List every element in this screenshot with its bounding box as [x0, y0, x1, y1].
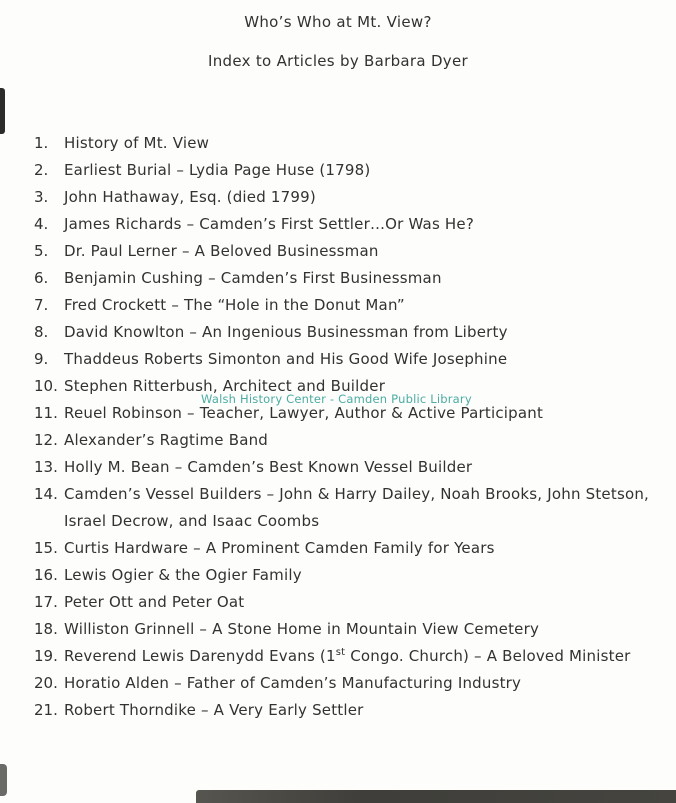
list-item: [34, 670, 666, 697]
item-text: Thaddeus Roberts Simonton and His Good Wife Josephine: [64, 350, 508, 368]
item-text: Benjamin Cushing – Camden’s First Businessman: [64, 269, 442, 287]
page-title: Who’s Who at Mt. View?: [244, 13, 432, 31]
item-number: 14.: [34, 485, 58, 503]
item-text: Dr. Paul Lerner – A Beloved Businessman: [64, 242, 379, 260]
item-number: 7.: [34, 296, 49, 314]
item-number: 9.: [34, 350, 49, 368]
list-item: [34, 481, 666, 535]
item-number: 1.: [34, 134, 49, 152]
list-item: [34, 211, 666, 238]
item-text: Stephen Ritterbush, Architect and Builder: [64, 377, 386, 395]
list-item: [34, 400, 666, 427]
item-number: 17.: [34, 593, 58, 611]
item-number: 4.: [34, 215, 49, 233]
item-text-pre: Reverend Lewis Darenydd Evans (1: [64, 647, 336, 665]
item-number: 13.: [34, 458, 58, 476]
item-number: 8.: [34, 323, 49, 341]
item-text: Earliest Burial – Lydia Page Huse (1798): [64, 161, 371, 179]
list-item: [34, 562, 666, 589]
item-number: 19.: [34, 647, 58, 665]
library-watermark: Walsh History Center - Camden Public Library: [201, 392, 472, 406]
item-text-superscript: st: [335, 647, 346, 658]
item-text: Curtis Hardware – A Prominent Camden Family for Years: [64, 539, 495, 557]
article-index-list: [34, 130, 666, 724]
list-item: [34, 589, 666, 616]
item-text: Reuel Robinson – Teacher, Lawyer, Author & Active Participant: [64, 404, 544, 422]
list-item: [34, 346, 666, 373]
list-item: [34, 454, 666, 481]
list-item: [34, 265, 666, 292]
list-item: [34, 697, 666, 724]
item-number: 16.: [34, 566, 58, 584]
scan-edge-artifact-bottom-left: [0, 764, 7, 796]
list-item: [34, 292, 666, 319]
list-item: [34, 157, 666, 184]
item-number: 11.: [34, 404, 58, 422]
item-number: 6.: [34, 269, 49, 287]
scan-edge-artifact-top-left: [0, 88, 5, 134]
item-text: David Knowlton – An Ingenious Businessman from Liberty: [64, 323, 508, 341]
item-number: 18.: [34, 620, 58, 638]
list-item: [34, 616, 666, 643]
item-text-line1: Camden’s Vessel Builders – John & Harry Dailey, Noah Brooks, John Stetson,: [64, 485, 650, 503]
list-item: [34, 373, 666, 400]
list-item: [34, 130, 666, 157]
scan-edge-bar-bottom: [196, 790, 676, 803]
item-number: 10.: [34, 377, 58, 395]
item-text: [64, 481, 666, 535]
list-item: [34, 535, 666, 562]
item-text: Lewis Ogier & the Ogier Family: [64, 566, 302, 584]
list-item: [34, 643, 666, 670]
item-number: 3.: [34, 188, 49, 206]
item-text: Fred Crockett – The “Hole in the Donut Man”: [64, 296, 405, 314]
item-text: Williston Grinnell – A Stone Home in Mountain View Cemetery: [64, 620, 540, 638]
item-text: Peter Ott and Peter Oat: [64, 593, 245, 611]
list-item: [34, 427, 666, 454]
item-text: James Richards – Camden’s First Settler…Or Was He?: [64, 215, 475, 233]
list-item: [34, 238, 666, 265]
item-text-line2: Israel Decrow, and Isaac Coombs: [64, 512, 320, 530]
list-item: [34, 184, 666, 211]
item-text: History of Mt. View: [64, 134, 210, 152]
item-text: [64, 643, 666, 670]
item-text: Alexander’s Ragtime Band: [64, 431, 269, 449]
list-item: [34, 319, 666, 346]
item-text: Horatio Alden – Father of Camden’s Manufacturing Industry: [64, 674, 522, 692]
item-number: 21.: [34, 701, 58, 719]
item-text: John Hathaway, Esq. (died 1799): [64, 188, 316, 206]
item-number: 15.: [34, 539, 58, 557]
item-text-post: Congo. Church) – A Beloved Minister: [345, 647, 631, 665]
item-number: 5.: [34, 242, 49, 260]
document-header: [0, 0, 676, 70]
item-number: 2.: [34, 161, 49, 179]
item-text: Robert Thorndike – A Very Early Settler: [64, 701, 364, 719]
page-subtitle: Index to Articles by Barbara Dyer: [208, 52, 468, 70]
item-number: 20.: [34, 674, 58, 692]
item-text: Holly M. Bean – Camden’s Best Known Vessel Builder: [64, 458, 473, 476]
item-number: 12.: [34, 431, 58, 449]
